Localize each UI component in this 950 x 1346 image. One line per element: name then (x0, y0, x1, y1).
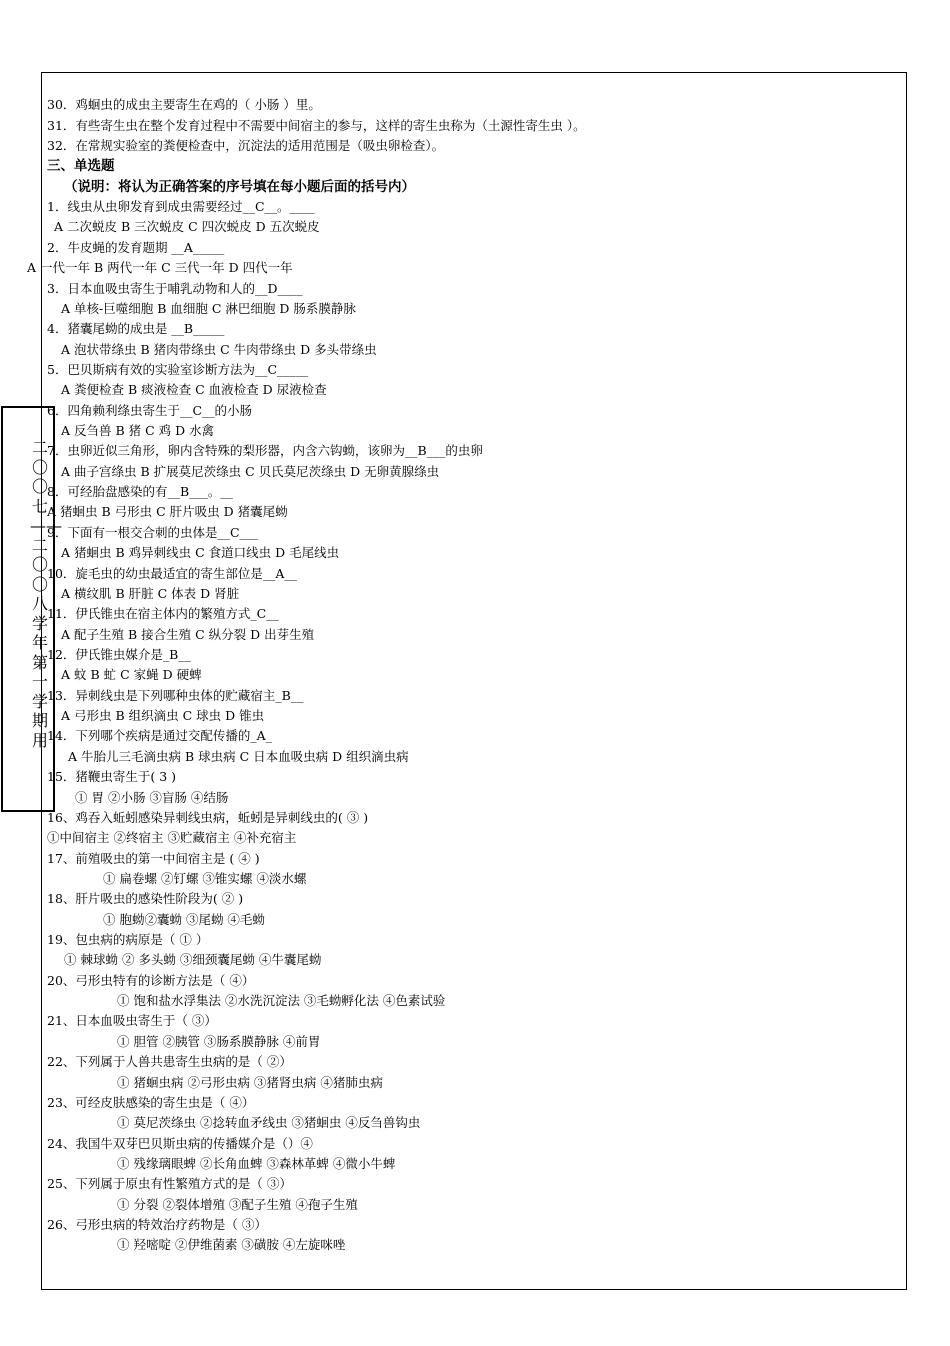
question-line: 6．四角赖利绦虫寄生于__C__的小肠 (47, 403, 253, 418)
question-line: 15．猪鞭虫寄生于( 3 ) (47, 769, 177, 784)
options-line: A 蚊 B 虻 C 家蝇 D 硬蜱 (61, 667, 202, 682)
options-line: ① 胃 ②小肠 ③盲肠 ④结肠 (75, 790, 229, 805)
question-line: 7．虫卵近似三角形，卵内含特殊的梨形器，内含六钩蚴，该卵为__B___的虫卵 (47, 443, 483, 458)
options-line: ① 猪蛔虫病 ②弓形虫病 ③猪肾虫病 ④猪肺虫病 (117, 1075, 383, 1090)
options-line: ① 羟嘧啶 ②伊维菌素 ③磺胺 ④左旋咪唑 (117, 1237, 346, 1252)
question-line: 10．旋毛虫的幼虫最适宜的寄生部位是__A__ (47, 566, 297, 581)
options-line: A 二次蜕皮 B 三次蜕皮 C 四次蜕皮 D 五次蜕皮 (54, 219, 320, 234)
options-line: ① 残缘璃眼蜱 ②长角血蜱 ③森林革蜱 ④微小牛蜱 (117, 1156, 396, 1171)
options-line: A 猪蛔虫 B 弓形虫 C 肝片吸虫 D 猪囊尾蚴 (47, 504, 288, 519)
question-line: 5．巴贝斯病有效的实验室诊断方法为__C_____ (47, 362, 309, 377)
options-line: A 猪蛔虫 B 鸡异刺线虫 C 食道口线虫 D 毛尾线虫 (61, 545, 340, 560)
options-line: ① 胞蚴②囊蚴 ③尾蚴 ④毛蚴 (103, 912, 265, 927)
options-line: ① 棘球蚴 ② 多头蚴 ③细颈囊尾蚴 ④牛囊尾蚴 (64, 952, 322, 967)
options-line: ① 胆管 ②胰管 ③肠系膜静脉 ④前胃 (117, 1034, 321, 1049)
question-line: 21、日本血吸虫寄生于（ ③） (47, 1013, 217, 1028)
question-line: 25、下列属于原虫有性繁殖方式的是（ ③） (47, 1176, 292, 1191)
question-line: 16、鸡吞入蚯蚓感染异刺线虫病，蚯蚓是异刺线虫的( ③ ) (47, 810, 369, 825)
text-line: 31．有些寄生虫在整个发育过程中不需要中间宿主的参与，这样的寄生虫称为（土源性寄生虫 ）。 (47, 118, 586, 133)
question-line: 17、前殖吸虫的第一中间宿主是 ( ④ ) (47, 851, 260, 866)
question-line: 24、我国牛双芽巴贝斯虫病的传播媒介是（）④ (47, 1136, 313, 1151)
text-line: 30．鸡蛔虫的成虫主要寄生在鸡的（ 小肠 ）里。 (47, 97, 321, 112)
question-line: 3．日本血吸虫寄生于哺乳动物和人的__D____ (47, 281, 303, 296)
sidebar-text: 二〇〇七——二〇〇八学年第一学期用 (30, 438, 62, 750)
question-line: 4．猪囊尾蚴的成虫是 __B_____ (47, 321, 225, 336)
options-line: A 泡状带绦虫 B 猪肉带绦虫 C 牛肉带绦虫 D 多头带绦虫 (61, 342, 377, 357)
question-line: 18、肝片吸虫的感染性阶段为( ② ) (47, 891, 244, 906)
options-line: ①中间宿主 ②终宿主 ③贮藏宿主 ④补充宿主 (47, 830, 297, 845)
question-line: 11．伊氏锥虫在宿主体内的繁殖方式_C__ (47, 606, 279, 621)
options-line: A 弓形虫 B 组织滴虫 C 球虫 D 锥虫 (61, 708, 265, 723)
question-line: 14．下列哪个疾病是通过交配传播的_A_ (47, 728, 272, 743)
options-line: A 曲子宫绦虫 B 扩展莫尼茨绦虫 C 贝氏莫尼茨绦虫 D 无卵黄腺绦虫 (61, 464, 440, 479)
options-line: A 反刍兽 B 猪 C 鸡 D 水禽 (61, 423, 215, 438)
text-line: 32．在常规实验室的粪便检查中，沉淀法的适用范围是（吸虫卵检查）。 (47, 138, 445, 153)
question-line: 13．异刺线虫是下列哪种虫体的贮藏宿主_B__ (47, 688, 304, 703)
question-line: 2．牛皮蝇的发育题期 __A_____ (47, 240, 225, 255)
question-line: 20、弓形虫特有的诊断方法是（ ④） (47, 973, 255, 988)
options-line: A 一代一年 B 两代一年 C 三代一年 D 四代一年 (27, 260, 293, 275)
question-line: 19、包虫病的病原是（ ① ） (47, 932, 209, 947)
options-line: A 单核-巨噬细胞 B 血细胞 C 淋巴细胞 D 肠系膜静脉 (61, 301, 356, 316)
question-line: 23、可经皮肤感染的寄生虫是（ ④） (47, 1095, 255, 1110)
question-line: 8．可经胎盘感染的有__B___。__ (47, 484, 233, 499)
question-line: 26、弓形虫病的特效治疗药物是（ ③） (47, 1217, 267, 1232)
options-line: A 牛胎儿三毛滴虫病 B 球虫病 C 日本血吸虫病 D 组织滴虫病 (68, 749, 409, 764)
options-line: ① 分裂 ②裂体增殖 ③配子生殖 ④孢子生殖 (117, 1197, 358, 1212)
question-line: 12．伊氏锥虫媒介是_B__ (47, 647, 191, 662)
options-line: A 配子生殖 B 接合生殖 C 纵分裂 D 出芽生殖 (61, 627, 315, 642)
question-line: 9．下面有一根交合刺的虫体是__C___ (47, 525, 259, 540)
question-line: 1．线虫从虫卵发育到成虫需要经过__C__。____ (47, 199, 315, 214)
options-line: ① 扁卷螺 ②钉螺 ③锥实螺 ④淡水螺 (103, 871, 307, 886)
question-line: 22、下列属于人兽共患寄生虫病的是（ ②） (47, 1054, 292, 1069)
options-line: A 横纹肌 B 肝脏 C 体表 D 肾脏 (61, 586, 240, 601)
options-line: A 粪便检查 B 痰液检查 C 血液检查 D 尿液检查 (61, 382, 327, 397)
options-line: ① 莫尼茨绦虫 ②捻转血矛线虫 ③猪蛔虫 ④反刍兽钩虫 (117, 1115, 421, 1130)
section-heading: 三、单选题 (47, 158, 115, 174)
options-line: ① 饱和盐水浮集法 ②水洗沉淀法 ③毛蚴孵化法 ④色素试验 (117, 993, 446, 1008)
section-instructions: （说明：将认为正确答案的序号填在每小题后面的括号内） (64, 179, 415, 195)
